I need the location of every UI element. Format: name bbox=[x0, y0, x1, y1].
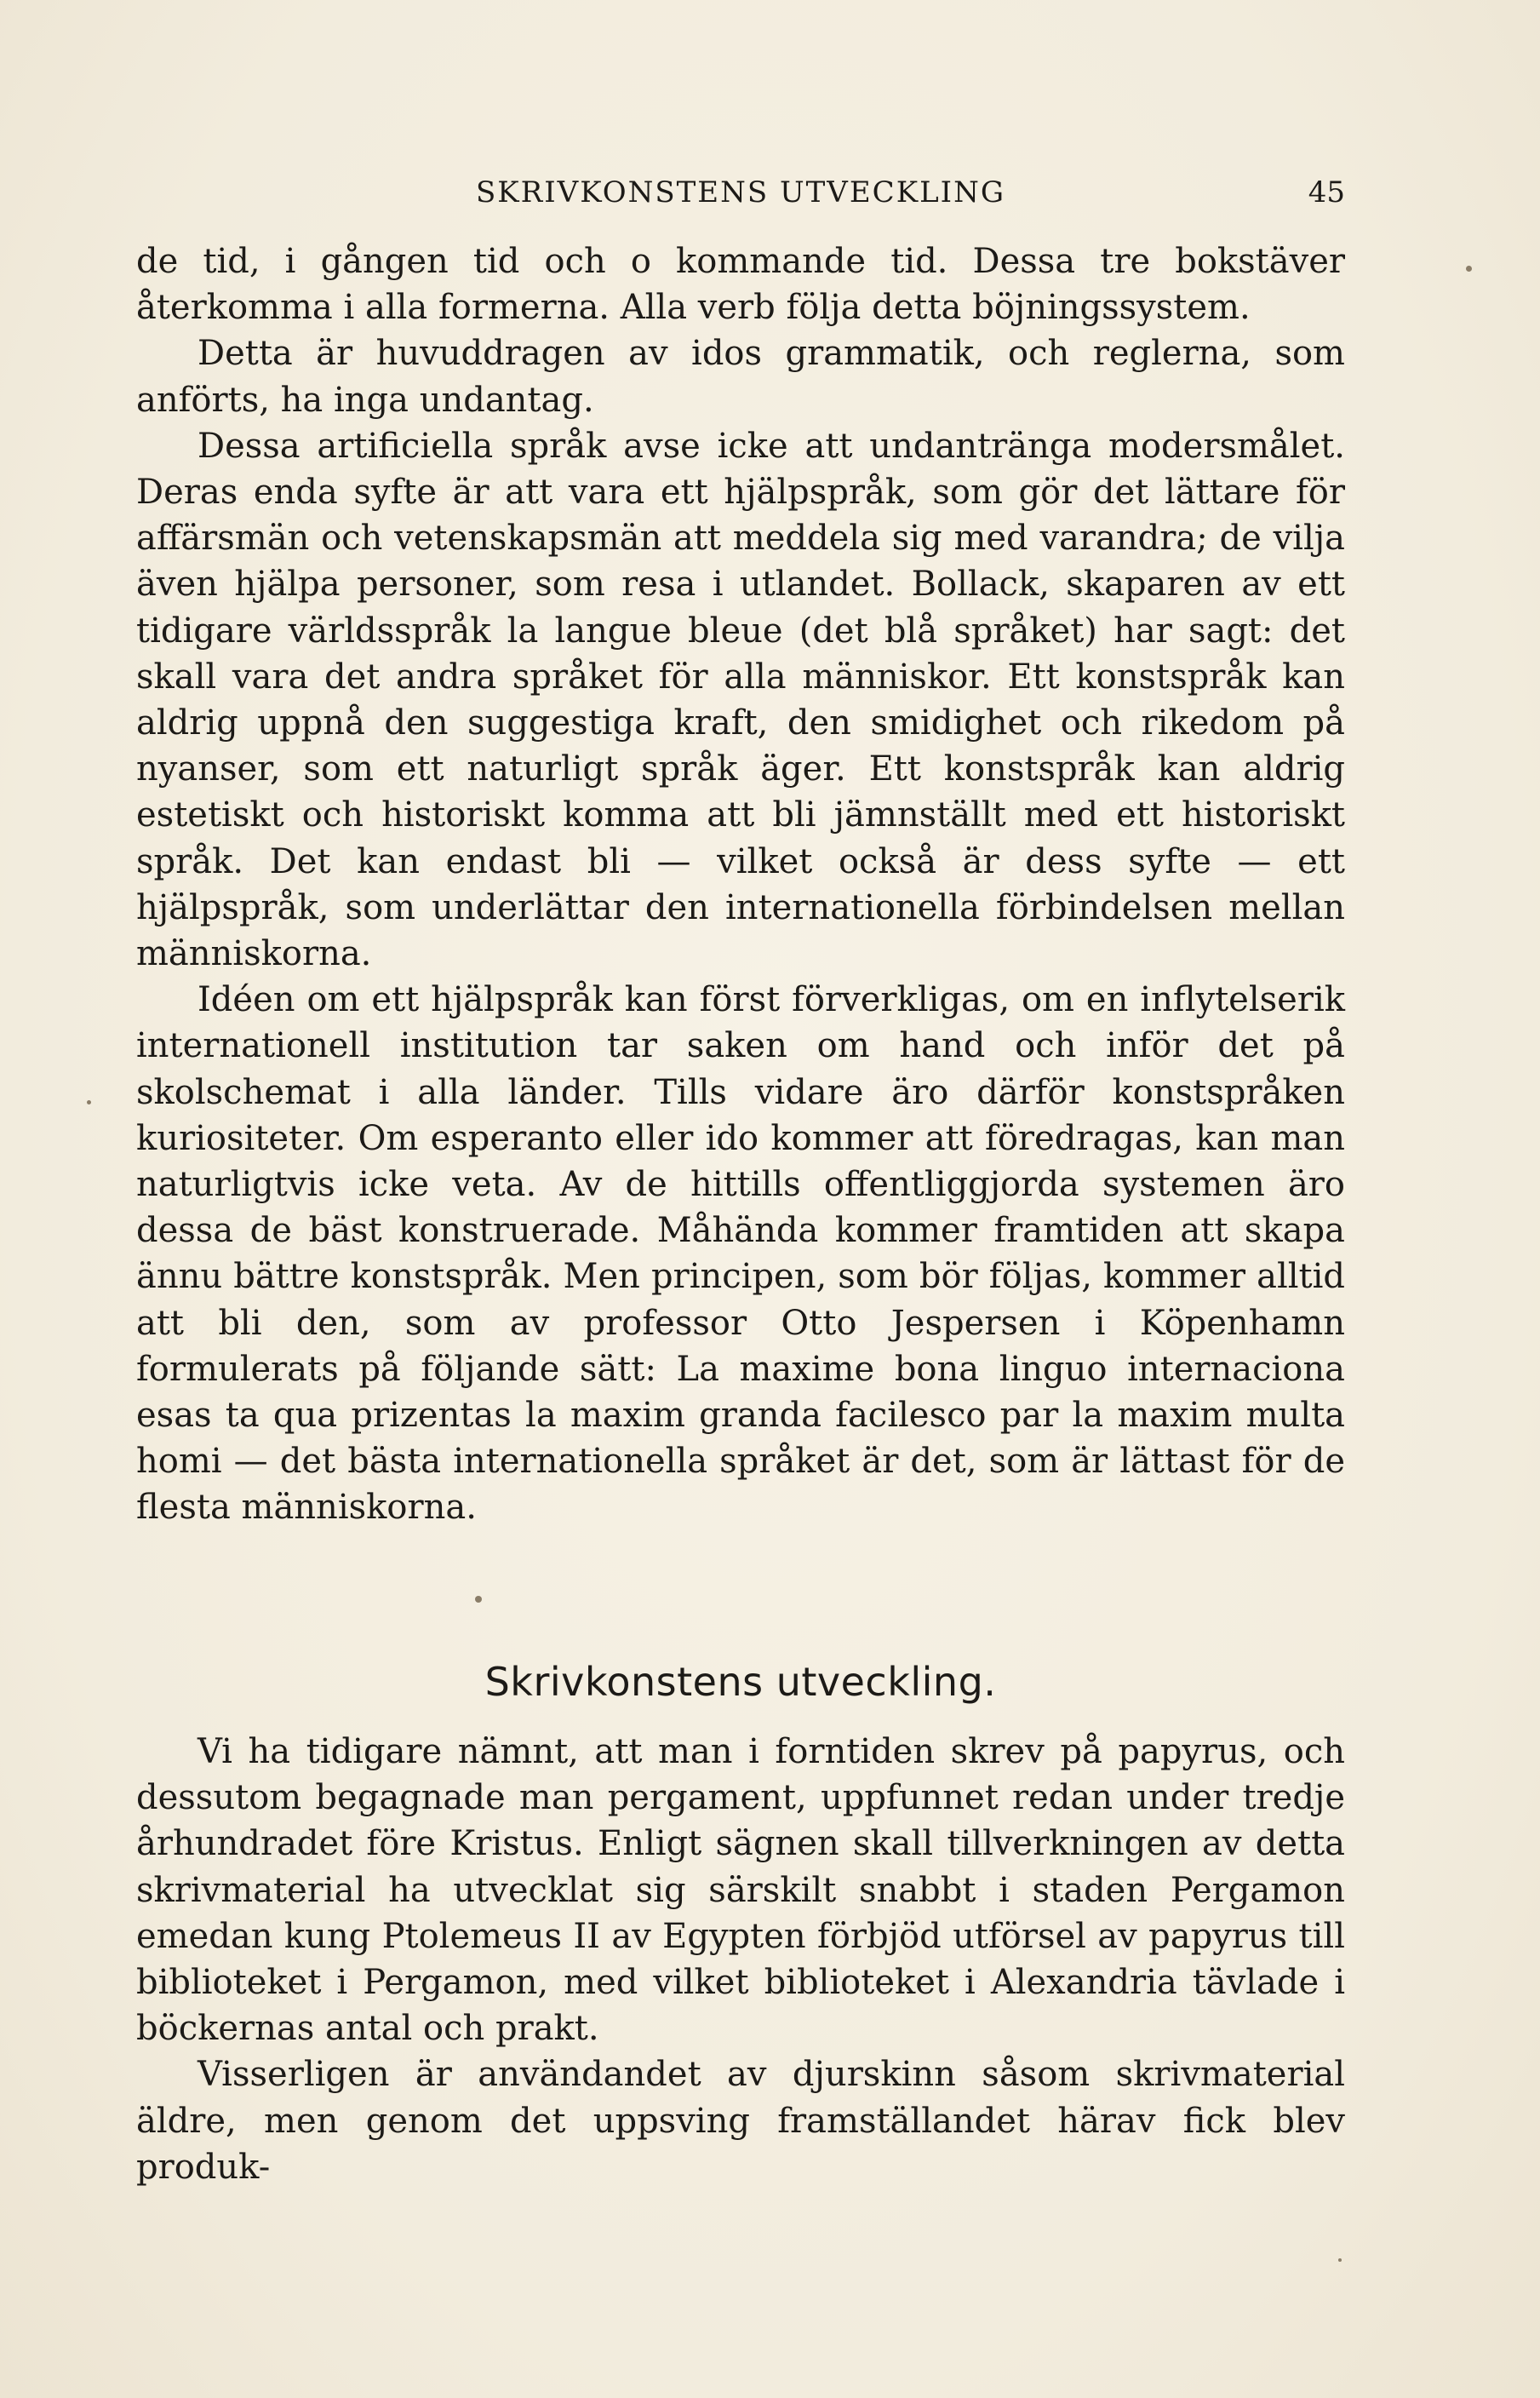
paragraph: Idéen om ett hjälpspråk kan först förverkligas, om en inflytelserik internationell institution tar saken om hand och inför det på skolschemat i alla länder. Tills vidare äro därför konstspråken kuriositeter. Om esperanto eller ido kommer att föredragas, kan man naturligtvis icke veta. Av de hittills offentliggjorda systemen äro dessa de bäst konstruerade. Måhända kommer framtiden att skapa ännu bättre konstspråk. Men principen, som bör följas, kommer alltid att bli den, som av professor Otto Jespersen i Köpenhamn formulerats på följande sätt: La maxime bona linguo internaciona esas ta qua prizentas la maxim granda facilesco par la maxim multa homi — det bästa internationella språket är det, som är lättast för de flesta människorna. bbox=[136, 980, 1345, 1528]
body-text bbox=[136, 238, 1345, 1531]
paper-speck bbox=[475, 1596, 482, 1603]
paper-speck bbox=[87, 1100, 91, 1104]
paragraph: Dessa artificiella språk avse icke att undantränga modersmålet. Deras enda syfte är att vara ett hjälpspråk, som gör det lättare för affärsmän och vetenskapsmän att meddela sig med varandra; de vilja även hjälpa personer, som resa i utlandet. Bollack, skaparen av ett tidigare världsspråk la langue bleue (det blå språket) har sagt: det skall vara det andra språket för alla människor. Ett konstspråk kan aldrig uppnå den suggestiga kraft, den smidighet och rikedom på nyanser, som ett naturligt språk äger. Ett konstspråk kan aldrig estetiskt och historiskt komma att bli jämnställt med ett historiskt språk. Det kan endast bli — vilket också är dess syfte — ett hjälpspråk, som underlättar den internationella förbindelsen mellan människorna. bbox=[136, 426, 1345, 974]
paragraph: Detta är huvuddragen av idos grammatik, och reglerna, som anförts, ha inga undantag. bbox=[136, 334, 1345, 420]
section-body-text bbox=[136, 1729, 1345, 2190]
paragraph: Vi ha tidigare nämnt, att man i forntiden skrev på papyrus, och dessutom begagnade man pergament, uppfunnet redan under tredje århundradet före Kristus. Enligt sägnen skall tillverkningen av detta skrivmaterial ha utvecklat sig särskilt snabbt i staden Pergamon emedan kung Ptolemeus II av Egypten förbjöd utförsel av papyrus till biblioteket i Pergamon, med vilket biblioteket i Alexandria tävlade i böckernas antal och prakt. bbox=[136, 1732, 1345, 2049]
paragraph: de tid, i gången tid och o kommande tid. Dessa tre bokstäver återkomma i alla formerna. Alla verb följa detta böjningssystem. bbox=[136, 242, 1345, 328]
section-heading: Skrivkonstens utveckling. bbox=[484, 1659, 997, 1705]
paper-speck bbox=[1466, 266, 1472, 272]
paper-speck bbox=[1338, 2258, 1342, 2262]
page-number: 45 bbox=[1308, 175, 1345, 209]
running-head bbox=[136, 175, 1345, 218]
paragraph: Visserligen är användandet av djurskinn såsom skrivmaterial äldre, men genom det uppsving framställandet härav fick blev produk- bbox=[136, 2055, 1345, 2187]
running-title: SKRIVKONSTENS UTVECKLING bbox=[475, 175, 1006, 209]
